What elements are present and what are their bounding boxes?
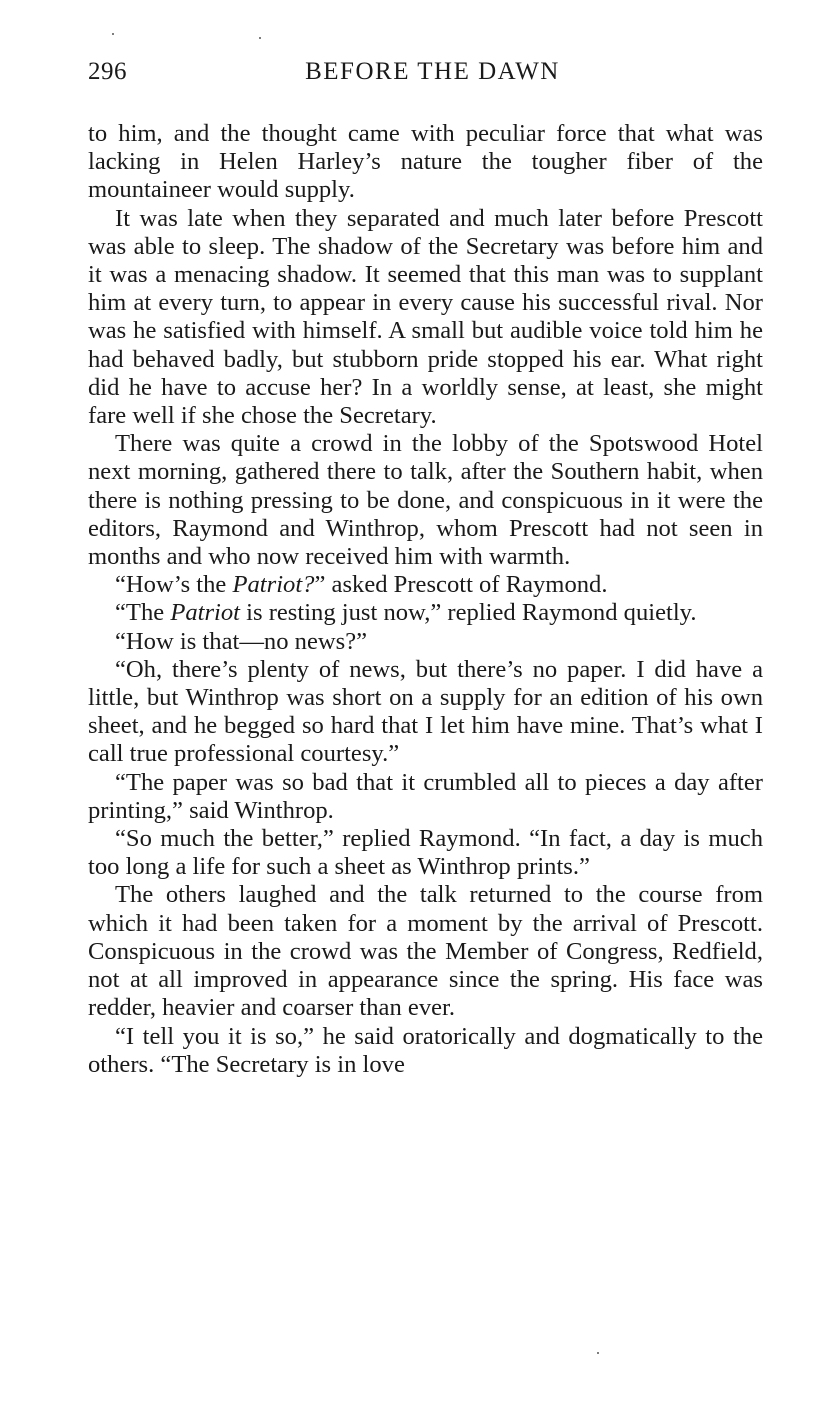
paragraph (88, 825, 763, 881)
text-run: “The (115, 599, 171, 627)
paragraph (88, 628, 763, 656)
text-run: “I tell you it is so,” he said oratorically and dogmatically to the others. “The Secretary is in love (88, 1022, 763, 1078)
paragraph (88, 599, 763, 627)
italic-text: Patriot (170, 599, 240, 627)
paragraph (88, 571, 763, 599)
paragraph (88, 656, 763, 769)
paragraph (88, 769, 763, 825)
text-run: to him, and the thought came with peculiar force that what was lacking in Helen Harley’s nature the tougher fiber of the mountaineer would supply. (88, 120, 763, 204)
body-text (88, 120, 763, 1079)
text-run: “How’s the (115, 571, 233, 599)
text-run: ” asked Prescott of Raymond. (314, 571, 608, 599)
text-run: “Oh, there’s plenty of news, but there’s no paper. I did have a little, but Winthrop was short on a supply for an edition of his own sheet, and he begged so hard that I let him have mine. That’s what I call true professional courtesy.” (88, 655, 763, 768)
text-run: “The paper was so bad that it crumbled all to pieces a day after printing,” said Winthrop. (88, 768, 763, 824)
running-head: BEFORE THE DAWN (305, 58, 560, 85)
paragraph (88, 205, 763, 431)
page-number: 296 (88, 58, 127, 85)
text-run: “How is that—no news?” (115, 627, 368, 655)
text-run: “So much the better,” replied Raymond. “In fact, a day is much too long a life for such a sheet as Winthrop prints.” (88, 825, 763, 881)
page-header (88, 56, 763, 92)
text-run: The others laughed and the talk returned to the course from which it had been taken for a moment by the arrival of Prescott. Conspicuous in the crowd was the Member of Congress, Redfield, not at all improved in appearance since the spring. His face was redder, heavier and coarser than ever. (88, 881, 763, 1022)
paragraph (88, 430, 763, 571)
text-run: It was late when they separated and much later before Prescott was able to sleep. The shadow of the Secretary was before him and it was a menacing shadow. It seemed that this man was to supplant him at every turn, to appear in every cause his successful rival. Nor was he satisfied with himself. A small but audible voice told him he had behaved badly, but stubborn pride stopped his ear. What right did he have to accuse her? In a worldly sense, at least, she might fare well if she chose the Secretary. (88, 204, 763, 430)
paragraph (88, 881, 763, 1022)
text-run: is resting just now,” replied Raymond quietly. (240, 599, 697, 627)
scan-speck (597, 1352, 599, 1354)
book-page (88, 56, 763, 1079)
scan-speck (112, 33, 114, 35)
scan-speck (259, 37, 261, 39)
paragraph (88, 120, 763, 205)
text-run: There was quite a crowd in the lobby of the Spotswood Hotel next morning, gathered there to talk, after the Southern habit, when there is nothing pressing to be done, and conspicuous in it were the editors, Raymond and Winthrop, whom Prescott had not seen in months and who now received him with warmth. (88, 430, 763, 571)
paragraph (88, 1023, 763, 1079)
italic-text: Patriot? (232, 571, 315, 599)
